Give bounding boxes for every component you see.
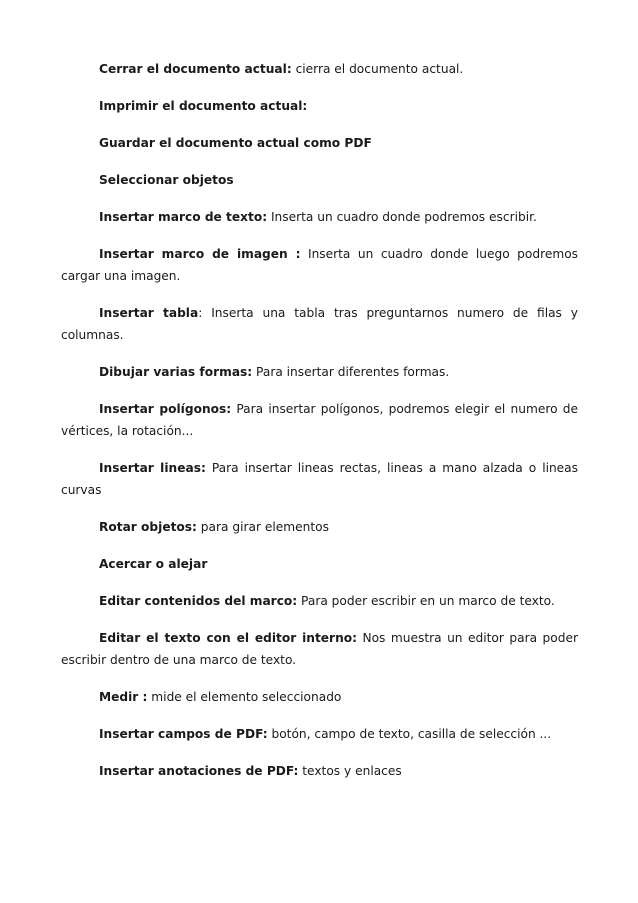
term-description: mide el elemento seleccionado: [147, 690, 342, 704]
paragraph-seleccionar-objetos: [61, 169, 578, 191]
term-description: textos y enlaces: [298, 764, 402, 778]
paragraph-marco-imagen: [61, 243, 578, 287]
term-label: Seleccionar objetos: [99, 173, 234, 187]
term-label: Insertar lineas:: [99, 461, 206, 475]
term-description: Inserta un cuadro donde luego podremos cargar una imagen.: [61, 247, 579, 283]
term-description: Para insertar diferentes formas.: [252, 365, 450, 379]
paragraph-campos-pdf: [61, 723, 578, 745]
paragraph-cerrar-documento: [61, 58, 578, 80]
term-label: Editar contenidos del marco:: [99, 594, 298, 608]
paragraph-anotaciones-pdf: [61, 760, 578, 782]
paragraph-medir: [61, 686, 578, 708]
term-description: para girar elementos: [196, 520, 329, 534]
paragraph-acercar-alejar: [61, 553, 578, 575]
term-label: Insertar marco de texto:: [99, 210, 268, 224]
term-label: Guardar el documento actual como PDF: [99, 136, 372, 150]
term-label: Rotar objetos:: [99, 520, 197, 534]
paragraph-guardar-pdf: [61, 132, 578, 154]
paragraph-insertar-lineas: [61, 457, 578, 501]
term-label: Cerrar el documento actual:: [99, 62, 292, 76]
term-label: Insertar campos de PDF:: [99, 727, 268, 741]
term-description: botón, campo de texto, casilla de selección ...: [267, 727, 552, 741]
paragraph-editar-contenidos: [61, 590, 578, 612]
document-content: [61, 58, 578, 797]
paragraph-insertar-poligonos: [61, 398, 578, 442]
term-description: Inserta un cuadro donde podremos escribir.: [267, 210, 537, 224]
term-label: Imprimir el documento actual:: [99, 99, 308, 113]
term-label: Editar el texto con el editor interno:: [99, 631, 357, 645]
term-label: Insertar marco de imagen :: [99, 247, 301, 261]
term-label: Insertar polígonos:: [99, 402, 232, 416]
term-description: cierra el documento actual.: [291, 62, 464, 76]
term-description: Para insertar lineas rectas, lineas a mano alzada o lineas curvas: [61, 461, 579, 497]
term-label: Medir :: [99, 690, 148, 704]
paragraph-insertar-tabla: [61, 302, 578, 346]
term-description: : Inserta una tabla tras preguntarnos numero de filas y columnas.: [61, 306, 578, 342]
paragraph-editor-interno: [61, 627, 578, 671]
term-label: Dibujar varias formas:: [99, 365, 253, 379]
paragraph-imprimir-documento: [61, 95, 578, 117]
term-label: Insertar anotaciones de PDF:: [99, 764, 299, 778]
term-description: Nos muestra un editor para poder escribir dentro de una marco de texto.: [61, 631, 578, 667]
term-label: Acercar o alejar: [99, 557, 208, 571]
term-label: Insertar tabla: [99, 306, 199, 320]
paragraph-rotar-objetos: [61, 516, 578, 538]
term-description: Para insertar polígonos, podremos elegir el numero de vértices, la rotación...: [61, 402, 579, 438]
paragraph-dibujar-formas: [61, 361, 578, 383]
term-description: Para poder escribir en un marco de texto.: [297, 594, 555, 608]
paragraph-marco-texto: [61, 206, 578, 228]
